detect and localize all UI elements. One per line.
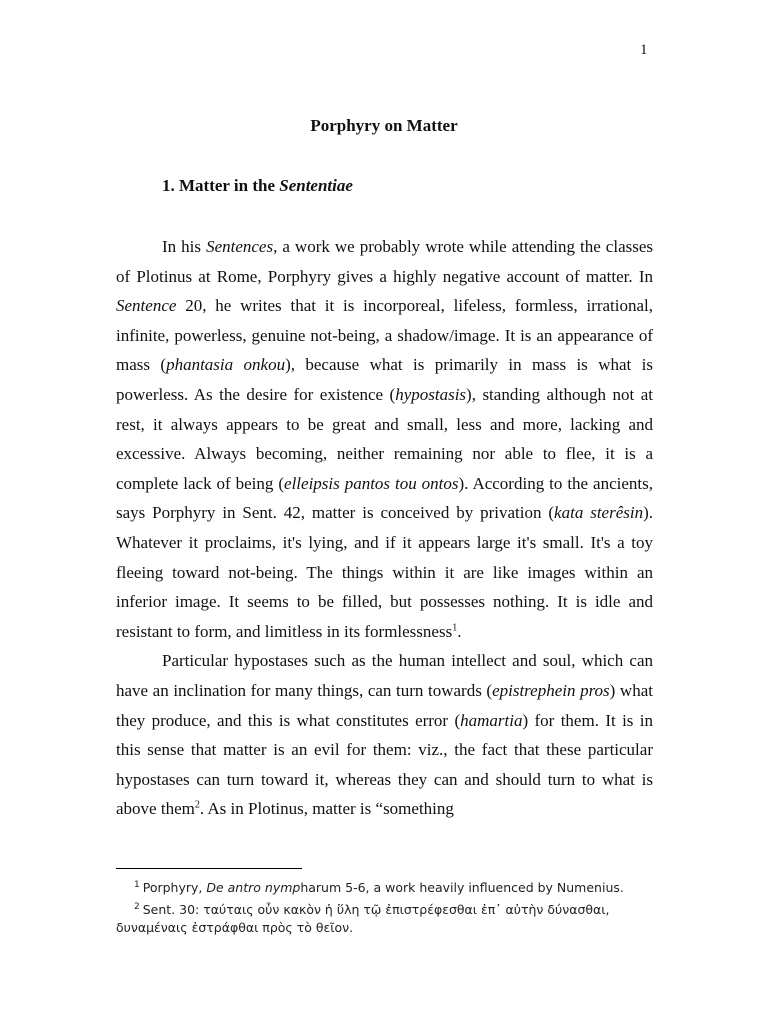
italic-term: phantasia onkou	[166, 355, 286, 375]
text-run: ) what they produce, and this is what constitutes error (	[116, 680, 653, 730]
text-run: ). According to the ancients, says Porphyry in Sent. 42, matter is conceived by privation (	[116, 473, 653, 523]
text-run: Sent. 30: ταύταις οὖν κακὸν ἡ ὕλη τῷ ἐπιστρέφεσθαι ἐπ᾽ αὐτὴν δύνασθαι, δυναμέναις ἐστράφθαι πρὸς τὸ θεῖον.	[116, 902, 610, 936]
text-run: ). Whatever it proclaims, it's lying, and if it appears large it's small. It's a toy fleeing toward not-being. The things within it are like images within an inferior image. It seems to be filled, but possesses nothing. It is idle and resistant to form, and limitless in its formlessness	[116, 503, 654, 641]
text-run: harum 5-6, a work heavily influenced by Numenius.	[300, 880, 624, 896]
text-run: ), because what is primarily in mass is what is powerless. As the desire for existence (	[116, 355, 653, 404]
text-run: 20, he writes that it is incorporeal, lifeless, formless, irrational, infinite, powerless, genuine not-being, a shadow/image. It is an appearance of mass (	[116, 296, 653, 375]
italic-term: kata sterêsin	[554, 503, 644, 523]
section-heading-italic: Sententiae	[279, 176, 353, 195]
italic-term: De antro nymp	[206, 880, 301, 896]
footnote-marker: 1	[134, 880, 140, 890]
italic-term: Sentences	[206, 237, 274, 256]
paragraph-2	[116, 646, 653, 824]
footnote-divider	[116, 868, 302, 869]
text-run: , a work we probably wrote while attending the classes of Plotinus at Rome, Porphyry gives a highly negative account of matter. In	[116, 237, 654, 286]
page-number: 1	[640, 42, 648, 58]
italic-term: epistrephein pros	[492, 680, 610, 700]
paragraph-1	[116, 232, 653, 646]
footnote-text	[116, 902, 610, 935]
text-run: In his	[162, 237, 207, 256]
text-run: Particular hypostases such as the human intellect and soul, which can have an inclination for many things, can turn towards (	[116, 651, 653, 700]
text-run: ), standing although not at rest, it always appears to be great and small, less and more, lacking and excessive. Always becoming, neither remaining nor able to flee, it is a complete lack of being (	[116, 384, 653, 493]
section-heading	[162, 176, 353, 196]
italic-term: hypostasis	[395, 384, 467, 404]
footnote-marker: 2	[134, 902, 140, 912]
footnote-text	[143, 880, 624, 895]
section-heading-text: 1. Matter in the	[162, 176, 280, 195]
text-run: ) for them. It is in this sense that matter is an evil for them: viz., the fact that these particular hypostases can turn toward it, whereas they can and should turn to what is above them	[116, 710, 654, 819]
footnote-1	[116, 876, 653, 897]
italic-term: elleipsis pantos tou ontos	[284, 473, 459, 493]
text-run: Porphyry,	[142, 880, 207, 896]
text-run: . As in Plotinus, matter is “something	[199, 799, 454, 819]
footnote-2	[116, 898, 653, 937]
footnote-reference: 1	[452, 622, 458, 634]
italic-term: Sentence	[116, 296, 177, 316]
page-title: Porphyry on Matter	[310, 116, 458, 135]
body-text	[116, 232, 653, 824]
text-run: .	[457, 621, 462, 641]
italic-term: hamartia	[460, 710, 523, 730]
footnote-reference: 2	[194, 799, 200, 811]
